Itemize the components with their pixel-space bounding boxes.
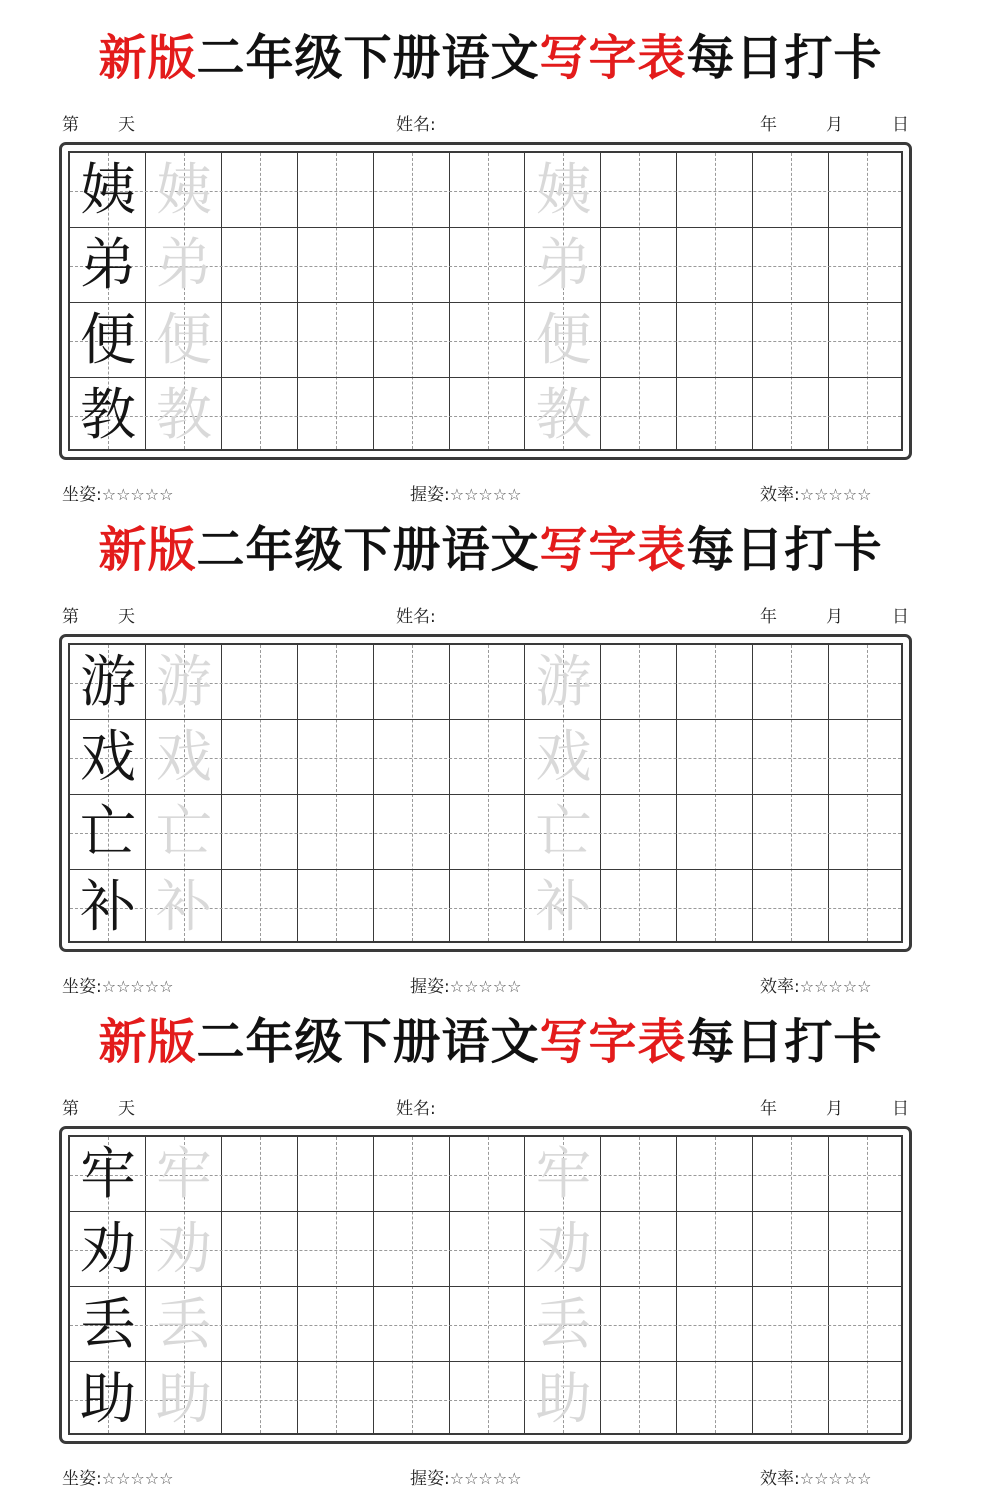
day-prefix-label: 第 bbox=[62, 1099, 79, 1119]
trace-character[interactable]: 姨 bbox=[535, 158, 592, 223]
trace-character[interactable]: 教 bbox=[155, 383, 212, 448]
writing-cell[interactable] bbox=[450, 870, 526, 945]
writing-cell[interactable] bbox=[222, 303, 298, 378]
writing-cell[interactable] bbox=[753, 645, 829, 720]
model-character: 丢 bbox=[80, 1292, 136, 1357]
title-part: 二年级下册语文 bbox=[196, 522, 540, 578]
rating-label: 效率: bbox=[760, 485, 800, 505]
title-part: 新版 bbox=[98, 522, 197, 578]
writing-cell[interactable] bbox=[753, 378, 829, 453]
star-rating[interactable]: ☆☆☆☆☆ bbox=[449, 1469, 522, 1488]
trace-character[interactable]: 便 bbox=[535, 308, 592, 373]
model-character: 劝 bbox=[80, 1217, 136, 1282]
writing-cell[interactable] bbox=[374, 720, 450, 795]
writing-cell[interactable] bbox=[677, 795, 753, 870]
writing-cell[interactable] bbox=[450, 1137, 526, 1212]
worksheet-section bbox=[0, 492, 981, 997]
writing-cell[interactable] bbox=[298, 720, 374, 795]
title-part: 每日打卡 bbox=[686, 522, 883, 578]
model-character: 教 bbox=[80, 383, 136, 448]
writing-cell[interactable] bbox=[601, 1212, 677, 1287]
writing-cell[interactable] bbox=[374, 303, 450, 378]
page-title bbox=[0, 520, 981, 580]
writing-sheet-frame bbox=[59, 634, 912, 952]
writing-cell[interactable] bbox=[753, 870, 829, 945]
worksheet-section bbox=[0, 0, 981, 505]
writing-cell[interactable] bbox=[753, 795, 829, 870]
writing-cell[interactable] bbox=[450, 1362, 526, 1437]
writing-cell[interactable] bbox=[753, 1137, 829, 1212]
writing-cell[interactable] bbox=[222, 720, 298, 795]
trace-character[interactable]: 亡 bbox=[155, 800, 212, 865]
model-character: 牢 bbox=[80, 1142, 136, 1207]
month-label: 月 bbox=[826, 115, 843, 135]
writing-cell[interactable] bbox=[298, 870, 374, 945]
efficiency-rating bbox=[760, 1464, 871, 1489]
writing-cell[interactable] bbox=[753, 303, 829, 378]
model-character: 便 bbox=[80, 308, 136, 373]
writing-cell[interactable] bbox=[753, 1362, 829, 1437]
day-suffix-label: 天 bbox=[118, 115, 135, 135]
star-rating[interactable]: ☆☆☆☆☆ bbox=[449, 977, 522, 996]
writing-cell[interactable] bbox=[677, 1362, 753, 1437]
writing-cell[interactable] bbox=[829, 228, 905, 303]
writing-cell[interactable] bbox=[829, 870, 905, 945]
model-character: 亡 bbox=[80, 800, 136, 865]
writing-cell[interactable] bbox=[677, 720, 753, 795]
writing-cell[interactable] bbox=[753, 1212, 829, 1287]
name-label: 姓名: bbox=[396, 607, 436, 627]
writing-cell[interactable] bbox=[450, 153, 526, 228]
writing-cell[interactable] bbox=[829, 303, 905, 378]
writing-cell[interactable] bbox=[601, 795, 677, 870]
trace-character[interactable]: 便 bbox=[155, 308, 212, 373]
writing-cell[interactable] bbox=[222, 1137, 298, 1212]
rating-label: 握姿: bbox=[410, 1469, 450, 1489]
writing-cell[interactable] bbox=[298, 1212, 374, 1287]
writing-cell[interactable] bbox=[298, 795, 374, 870]
writing-sheet-frame bbox=[59, 1126, 912, 1444]
model-character: 姨 bbox=[80, 158, 136, 223]
rating-label: 效率: bbox=[760, 977, 800, 997]
writing-cell[interactable] bbox=[677, 153, 753, 228]
writing-cell[interactable] bbox=[222, 378, 298, 453]
trace-character[interactable]: 丢 bbox=[535, 1292, 592, 1357]
writing-cell[interactable] bbox=[677, 303, 753, 378]
writing-cell[interactable] bbox=[677, 645, 753, 720]
trace-character[interactable]: 劝 bbox=[535, 1217, 592, 1282]
trace-character[interactable]: 牢 bbox=[535, 1142, 592, 1207]
star-rating[interactable]: ☆☆☆☆☆ bbox=[799, 1469, 872, 1488]
writing-cell[interactable] bbox=[298, 378, 374, 453]
writing-grid bbox=[68, 643, 903, 943]
sitting-posture-rating bbox=[62, 1464, 173, 1489]
writing-cell[interactable] bbox=[222, 1212, 298, 1287]
trace-character[interactable]: 姨 bbox=[155, 158, 212, 223]
title-part: 每日打卡 bbox=[686, 30, 883, 86]
star-rating[interactable]: ☆☆☆☆☆ bbox=[449, 485, 522, 504]
title-part: 二年级下册语文 bbox=[196, 1014, 540, 1070]
model-character: 助 bbox=[80, 1367, 136, 1432]
model-character: 游 bbox=[80, 650, 136, 715]
writing-cell[interactable] bbox=[450, 228, 526, 303]
model-character: 弟 bbox=[80, 233, 136, 298]
writing-cell[interactable] bbox=[298, 1287, 374, 1362]
page-title bbox=[0, 28, 981, 88]
star-rating[interactable]: ☆☆☆☆☆ bbox=[101, 485, 174, 504]
writing-cell[interactable] bbox=[298, 303, 374, 378]
rating-label: 坐姿: bbox=[62, 485, 102, 505]
trace-character[interactable]: 亡 bbox=[535, 800, 592, 865]
model-character: 补 bbox=[80, 875, 136, 940]
writing-cell[interactable] bbox=[222, 645, 298, 720]
writing-cell[interactable] bbox=[374, 795, 450, 870]
model-character: 戏 bbox=[80, 725, 136, 790]
writing-cell[interactable] bbox=[450, 1287, 526, 1362]
trace-character[interactable]: 弟 bbox=[155, 233, 212, 298]
month-label: 月 bbox=[826, 607, 843, 627]
writing-cell[interactable] bbox=[753, 720, 829, 795]
writing-cell[interactable] bbox=[374, 1137, 450, 1212]
writing-cell[interactable] bbox=[374, 1212, 450, 1287]
writing-cell[interactable] bbox=[601, 870, 677, 945]
writing-cell[interactable] bbox=[829, 378, 905, 453]
trace-character[interactable]: 助 bbox=[155, 1367, 212, 1432]
writing-cell[interactable] bbox=[601, 378, 677, 453]
writing-cell[interactable] bbox=[601, 720, 677, 795]
rating-label: 握姿: bbox=[410, 485, 450, 505]
trace-character[interactable]: 戏 bbox=[155, 725, 212, 790]
writing-cell[interactable] bbox=[222, 870, 298, 945]
writing-cell[interactable] bbox=[829, 720, 905, 795]
writing-cell[interactable] bbox=[298, 645, 374, 720]
date-label: 日 bbox=[892, 607, 909, 627]
trace-character[interactable]: 教 bbox=[535, 383, 592, 448]
title-part: 写字表 bbox=[539, 1014, 687, 1070]
writing-cell[interactable] bbox=[677, 1137, 753, 1212]
writing-sheet-frame bbox=[59, 142, 912, 460]
writing-cell[interactable] bbox=[677, 1287, 753, 1362]
writing-cell[interactable] bbox=[601, 153, 677, 228]
date-label: 日 bbox=[892, 115, 909, 135]
writing-cell[interactable] bbox=[450, 303, 526, 378]
title-part: 写字表 bbox=[539, 522, 687, 578]
writing-cell[interactable] bbox=[677, 378, 753, 453]
trace-character[interactable]: 牢 bbox=[155, 1142, 212, 1207]
day-prefix-label: 第 bbox=[62, 115, 79, 135]
writing-cell[interactable] bbox=[829, 1212, 905, 1287]
date-label: 日 bbox=[892, 1099, 909, 1119]
writing-cell[interactable] bbox=[222, 153, 298, 228]
rating-label: 握姿: bbox=[410, 977, 450, 997]
writing-cell[interactable] bbox=[374, 153, 450, 228]
title-part: 写字表 bbox=[539, 30, 687, 86]
writing-cell[interactable] bbox=[450, 645, 526, 720]
writing-cell[interactable] bbox=[601, 1362, 677, 1437]
writing-cell[interactable] bbox=[829, 1137, 905, 1212]
writing-grid bbox=[68, 151, 903, 451]
day-suffix-label: 天 bbox=[118, 607, 135, 627]
writing-cell[interactable] bbox=[450, 1212, 526, 1287]
writing-cell[interactable] bbox=[677, 1212, 753, 1287]
title-part: 每日打卡 bbox=[686, 1014, 883, 1070]
writing-cell[interactable] bbox=[601, 1287, 677, 1362]
writing-cell[interactable] bbox=[601, 228, 677, 303]
month-label: 月 bbox=[826, 1099, 843, 1119]
writing-cell[interactable] bbox=[601, 645, 677, 720]
star-rating[interactable]: ☆☆☆☆☆ bbox=[799, 977, 872, 996]
star-rating[interactable]: ☆☆☆☆☆ bbox=[101, 977, 174, 996]
page-title bbox=[0, 1012, 981, 1072]
day-suffix-label: 天 bbox=[118, 1099, 135, 1119]
writing-cell[interactable] bbox=[222, 1287, 298, 1362]
trace-character[interactable]: 助 bbox=[535, 1367, 592, 1432]
year-label: 年 bbox=[760, 1099, 777, 1119]
writing-cell[interactable] bbox=[374, 870, 450, 945]
writing-cell[interactable] bbox=[677, 228, 753, 303]
writing-cell[interactable] bbox=[298, 1137, 374, 1212]
writing-cell[interactable] bbox=[601, 303, 677, 378]
trace-character[interactable]: 弟 bbox=[535, 233, 592, 298]
title-part: 新版 bbox=[98, 30, 197, 86]
writing-cell[interactable] bbox=[450, 795, 526, 870]
star-rating[interactable]: ☆☆☆☆☆ bbox=[799, 485, 872, 504]
writing-cell[interactable] bbox=[298, 1362, 374, 1437]
rating-label: 坐姿: bbox=[62, 977, 102, 997]
rating-label: 效率: bbox=[760, 1469, 800, 1489]
name-label: 姓名: bbox=[396, 1099, 436, 1119]
writing-cell[interactable] bbox=[450, 378, 526, 453]
writing-cell[interactable] bbox=[450, 720, 526, 795]
writing-cell[interactable] bbox=[374, 1362, 450, 1437]
trace-character[interactable]: 游 bbox=[535, 650, 592, 715]
writing-cell[interactable] bbox=[298, 228, 374, 303]
trace-character[interactable]: 戏 bbox=[535, 725, 592, 790]
day-prefix-label: 第 bbox=[62, 607, 79, 627]
writing-cell[interactable] bbox=[829, 1362, 905, 1437]
year-label: 年 bbox=[760, 115, 777, 135]
trace-character[interactable]: 补 bbox=[535, 875, 592, 940]
writing-cell[interactable] bbox=[829, 645, 905, 720]
trace-character[interactable]: 游 bbox=[155, 650, 212, 715]
title-part: 新版 bbox=[98, 1014, 197, 1070]
writing-cell[interactable] bbox=[829, 1287, 905, 1362]
star-rating[interactable]: ☆☆☆☆☆ bbox=[101, 1469, 174, 1488]
trace-character[interactable]: 丢 bbox=[155, 1292, 212, 1357]
writing-cell[interactable] bbox=[753, 1287, 829, 1362]
writing-cell[interactable] bbox=[677, 870, 753, 945]
writing-grid bbox=[68, 1135, 903, 1435]
writing-cell[interactable] bbox=[374, 378, 450, 453]
writing-cell[interactable] bbox=[374, 645, 450, 720]
writing-cell[interactable] bbox=[753, 228, 829, 303]
rating-label: 坐姿: bbox=[62, 1469, 102, 1489]
writing-cell[interactable] bbox=[222, 795, 298, 870]
writing-cell[interactable] bbox=[222, 1362, 298, 1437]
name-label: 姓名: bbox=[396, 115, 436, 135]
writing-cell[interactable] bbox=[222, 228, 298, 303]
year-label: 年 bbox=[760, 607, 777, 627]
writing-cell[interactable] bbox=[374, 1287, 450, 1362]
pen-grip-rating bbox=[410, 1464, 521, 1489]
trace-character[interactable]: 劝 bbox=[155, 1217, 212, 1282]
writing-cell[interactable] bbox=[753, 153, 829, 228]
writing-cell[interactable] bbox=[829, 153, 905, 228]
title-part: 二年级下册语文 bbox=[196, 30, 540, 86]
writing-cell[interactable] bbox=[601, 1137, 677, 1212]
writing-cell[interactable] bbox=[374, 228, 450, 303]
writing-cell[interactable] bbox=[829, 795, 905, 870]
writing-cell[interactable] bbox=[298, 153, 374, 228]
worksheet-section bbox=[0, 984, 981, 1489]
trace-character[interactable]: 补 bbox=[155, 875, 212, 940]
